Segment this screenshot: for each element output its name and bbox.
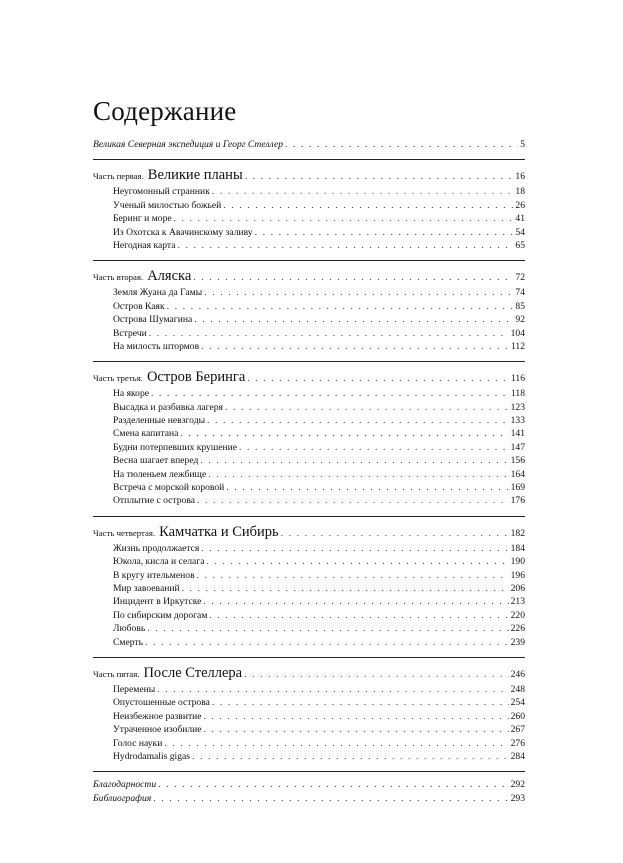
toc-chapter[interactable] xyxy=(93,327,525,340)
chapter-title: Неугомонный странник xyxy=(113,186,210,198)
toc-chapter[interactable] xyxy=(93,286,525,299)
chapter-title: Смена капитана xyxy=(113,428,179,440)
section-divider xyxy=(93,361,525,362)
dot-leader xyxy=(255,226,514,239)
part-page: 116 xyxy=(510,373,525,385)
toc-part-3[interactable] xyxy=(93,368,525,387)
part-label: Часть пятая. xyxy=(93,668,140,679)
dot-leader xyxy=(201,542,508,555)
chapter-title: В кругу ительменов xyxy=(113,569,195,581)
chapter-page: 239 xyxy=(510,636,525,648)
part-page: 182 xyxy=(510,527,525,539)
chapter-title: Высадка и разбивка лагеря xyxy=(113,401,223,413)
part-title: Великие планы xyxy=(147,167,243,184)
part-title: После Стеллера xyxy=(143,664,243,681)
chapter-title: Любовь xyxy=(113,623,146,635)
chapter-title: Опустошенные острова xyxy=(113,697,210,709)
part-title: Камчатка и Сибирь xyxy=(159,523,279,540)
toc-chapter[interactable] xyxy=(93,401,525,414)
dot-leader xyxy=(180,427,508,440)
table-of-contents xyxy=(93,138,525,805)
toc-chapter[interactable] xyxy=(93,582,525,595)
dot-leader xyxy=(207,414,509,427)
chapter-page: 104 xyxy=(510,327,525,339)
dot-leader xyxy=(239,441,509,454)
toc-chapter[interactable] xyxy=(93,750,525,763)
chapter-page: 26 xyxy=(515,199,525,211)
part-page: 246 xyxy=(510,668,525,680)
toc-entry-acknowledgements[interactable] xyxy=(93,778,525,791)
dot-leader xyxy=(197,494,509,507)
dot-leader xyxy=(247,369,509,388)
section-divider xyxy=(93,657,525,658)
dot-leader xyxy=(145,636,509,649)
chapter-page: 220 xyxy=(510,609,525,621)
chapter-title: Мир завоеваний xyxy=(113,582,180,594)
toc-entry-title: Благодарности xyxy=(93,779,157,791)
chapter-page: 190 xyxy=(510,556,525,568)
toc-chapter[interactable] xyxy=(93,454,525,467)
toc-entry-bibliography[interactable] xyxy=(93,792,525,805)
chapter-page: 18 xyxy=(515,186,525,198)
dot-leader xyxy=(149,327,509,340)
chapter-title: Негодная карта xyxy=(113,239,176,251)
section-divider xyxy=(93,260,525,261)
part-page: 72 xyxy=(515,272,525,284)
chapter-title: Неизбежное развитие xyxy=(113,710,202,722)
dot-leader xyxy=(151,387,509,400)
chapter-title: На якоре xyxy=(113,388,150,400)
chapter-page: 176 xyxy=(510,495,525,507)
toc-chapter[interactable] xyxy=(93,441,525,454)
chapter-title: Отплытие с острова xyxy=(113,495,195,507)
dot-leader xyxy=(212,185,514,198)
part-label: Часть третья. xyxy=(93,373,143,384)
chapter-title: Юкола, кисла и селага xyxy=(113,556,205,568)
dot-leader xyxy=(245,167,514,186)
dot-leader xyxy=(225,401,509,414)
chapter-page: 226 xyxy=(510,623,525,635)
chapter-title: Hydrodamalis gigas xyxy=(113,750,191,762)
toc-chapter[interactable] xyxy=(93,696,525,709)
chapter-page: 92 xyxy=(515,314,525,326)
chapter-page: 54 xyxy=(515,226,525,238)
dot-leader xyxy=(208,468,508,481)
toc-chapter[interactable] xyxy=(93,683,525,696)
toc-entry-page: 292 xyxy=(510,779,525,791)
toc-chapter[interactable] xyxy=(93,226,525,239)
toc-chapter[interactable] xyxy=(93,737,525,750)
chapter-page: 133 xyxy=(510,415,525,427)
dot-leader xyxy=(204,723,509,736)
toc-chapter[interactable] xyxy=(93,710,525,723)
chapter-page: 112 xyxy=(510,340,525,352)
dot-leader xyxy=(147,622,508,635)
dot-leader xyxy=(201,340,509,353)
chapter-page: 284 xyxy=(510,750,525,762)
toc-chapter[interactable] xyxy=(93,185,525,198)
dot-leader xyxy=(206,555,508,568)
dot-leader xyxy=(157,683,508,696)
chapter-page: 248 xyxy=(510,683,525,695)
chapter-title: Остров Каяк xyxy=(113,300,165,312)
chapter-title: Встреча с морской коровой xyxy=(113,482,225,494)
dot-leader xyxy=(192,750,509,763)
chapter-page: 276 xyxy=(510,737,525,749)
toc-chapter[interactable] xyxy=(93,494,525,507)
chapter-page: 85 xyxy=(515,300,525,312)
chapter-page: 164 xyxy=(510,468,525,480)
chapter-page: 169 xyxy=(510,482,525,494)
chapter-title: На тюленьем лежбище xyxy=(113,468,207,480)
toc-part-1[interactable] xyxy=(93,166,525,185)
chapter-page: 74 xyxy=(515,287,525,299)
chapter-page: 206 xyxy=(510,582,525,594)
chapter-title: Инцидент в Иркутске xyxy=(113,596,202,608)
toc-entry-page: 5 xyxy=(520,139,525,150)
toc-chapter[interactable] xyxy=(93,622,525,635)
dot-leader xyxy=(158,778,508,791)
part-label: Часть первая. xyxy=(93,171,144,182)
chapter-title: По сибирским дорогам xyxy=(113,609,208,621)
toc-chapter[interactable] xyxy=(93,387,525,400)
chapter-title: Острова Шумагина xyxy=(113,314,193,326)
part-label: Часть вторая. xyxy=(93,272,144,283)
dot-leader xyxy=(174,212,514,225)
dot-leader xyxy=(212,696,509,709)
dot-leader xyxy=(178,239,514,252)
chapter-page: 41 xyxy=(515,213,525,225)
dot-leader xyxy=(204,710,509,723)
dot-leader xyxy=(281,524,509,543)
chapter-page: 267 xyxy=(510,724,525,736)
toc-entry-title: Библиография xyxy=(93,792,152,804)
toc-chapter[interactable] xyxy=(93,300,525,313)
chapter-page: 156 xyxy=(510,455,525,467)
toc-chapter[interactable] xyxy=(93,481,525,494)
chapter-title: Утраченное изобилие xyxy=(113,724,202,736)
part-title: Остров Беринга xyxy=(146,369,246,386)
section-divider xyxy=(93,159,525,160)
chapter-title: Жизнь продолжается xyxy=(113,542,200,554)
chapter-title: Разделенные невзгоды xyxy=(113,415,206,427)
dot-leader xyxy=(203,595,508,608)
chapter-page: 123 xyxy=(510,401,525,413)
toc-chapter[interactable] xyxy=(93,427,525,440)
chapter-title: Ученый милостью божьей xyxy=(113,199,222,211)
chapter-title: Смерть xyxy=(113,636,143,648)
toc-chapter[interactable] xyxy=(93,199,525,212)
toc-chapter[interactable] xyxy=(93,723,525,736)
chapter-page: 196 xyxy=(510,569,525,581)
toc-chapter[interactable] xyxy=(93,542,525,555)
chapter-page: 118 xyxy=(510,388,525,400)
chapter-page: 184 xyxy=(510,542,525,554)
section-divider xyxy=(93,771,525,772)
chapter-title: Земля Жуана да Гамы xyxy=(113,287,203,299)
toc-chapter[interactable] xyxy=(93,595,525,608)
dot-leader xyxy=(153,792,508,805)
toc-part-4[interactable] xyxy=(93,523,525,542)
chapter-title: Из Охотска к Авачинскому заливу xyxy=(113,226,253,238)
chapter-title: Весна шагает вперед xyxy=(113,455,199,467)
toc-entry-page: 293 xyxy=(510,792,525,804)
chapter-title: Встречи xyxy=(113,327,147,339)
chapter-title: На милость штормов xyxy=(113,340,200,352)
page-title: Содержание xyxy=(93,96,237,126)
dot-leader xyxy=(194,313,513,326)
toc-chapter[interactable] xyxy=(93,313,525,326)
toc-part-2[interactable] xyxy=(93,267,525,286)
dot-leader xyxy=(200,454,508,467)
dot-leader xyxy=(285,138,518,151)
chapter-title: Беринг и море xyxy=(113,213,172,225)
toc-entry-title: Великая Северная экспедиция и Георг Стеллер xyxy=(93,139,284,150)
toc-chapter[interactable] xyxy=(93,468,525,481)
toc-chapter[interactable] xyxy=(93,212,525,225)
chapter-title: Перемены xyxy=(113,683,156,695)
dot-leader xyxy=(226,481,508,494)
toc-chapter[interactable] xyxy=(93,239,525,252)
dot-leader xyxy=(197,569,509,582)
dot-leader xyxy=(167,300,514,313)
toc-entry-intro[interactable] xyxy=(93,138,525,151)
chapter-page: 213 xyxy=(510,596,525,608)
toc-chapter[interactable] xyxy=(93,609,525,622)
toc-chapter[interactable] xyxy=(93,414,525,427)
toc-chapter[interactable] xyxy=(93,569,525,582)
dot-leader xyxy=(182,582,509,595)
toc-chapter[interactable] xyxy=(93,555,525,568)
chapter-page: 254 xyxy=(510,697,525,709)
chapter-page: 147 xyxy=(510,441,525,453)
dot-leader xyxy=(209,609,508,622)
toc-part-5[interactable] xyxy=(93,664,525,683)
dot-leader xyxy=(204,286,513,299)
part-label: Часть четвертая. xyxy=(93,527,156,538)
chapter-page: 260 xyxy=(510,710,525,722)
chapter-title: Голос науки xyxy=(113,737,163,749)
toc-chapter[interactable] xyxy=(93,340,525,353)
part-title: Аляска xyxy=(147,268,192,285)
part-page: 16 xyxy=(515,171,525,183)
dot-leader xyxy=(164,737,508,750)
chapter-page: 141 xyxy=(510,428,525,440)
dot-leader xyxy=(193,268,513,287)
dot-leader xyxy=(223,199,513,212)
chapter-title: Будни потерпевших крушение xyxy=(113,441,238,453)
section-divider xyxy=(93,516,525,517)
toc-chapter[interactable] xyxy=(93,636,525,649)
dot-leader xyxy=(244,665,509,684)
chapter-page: 65 xyxy=(515,239,525,251)
